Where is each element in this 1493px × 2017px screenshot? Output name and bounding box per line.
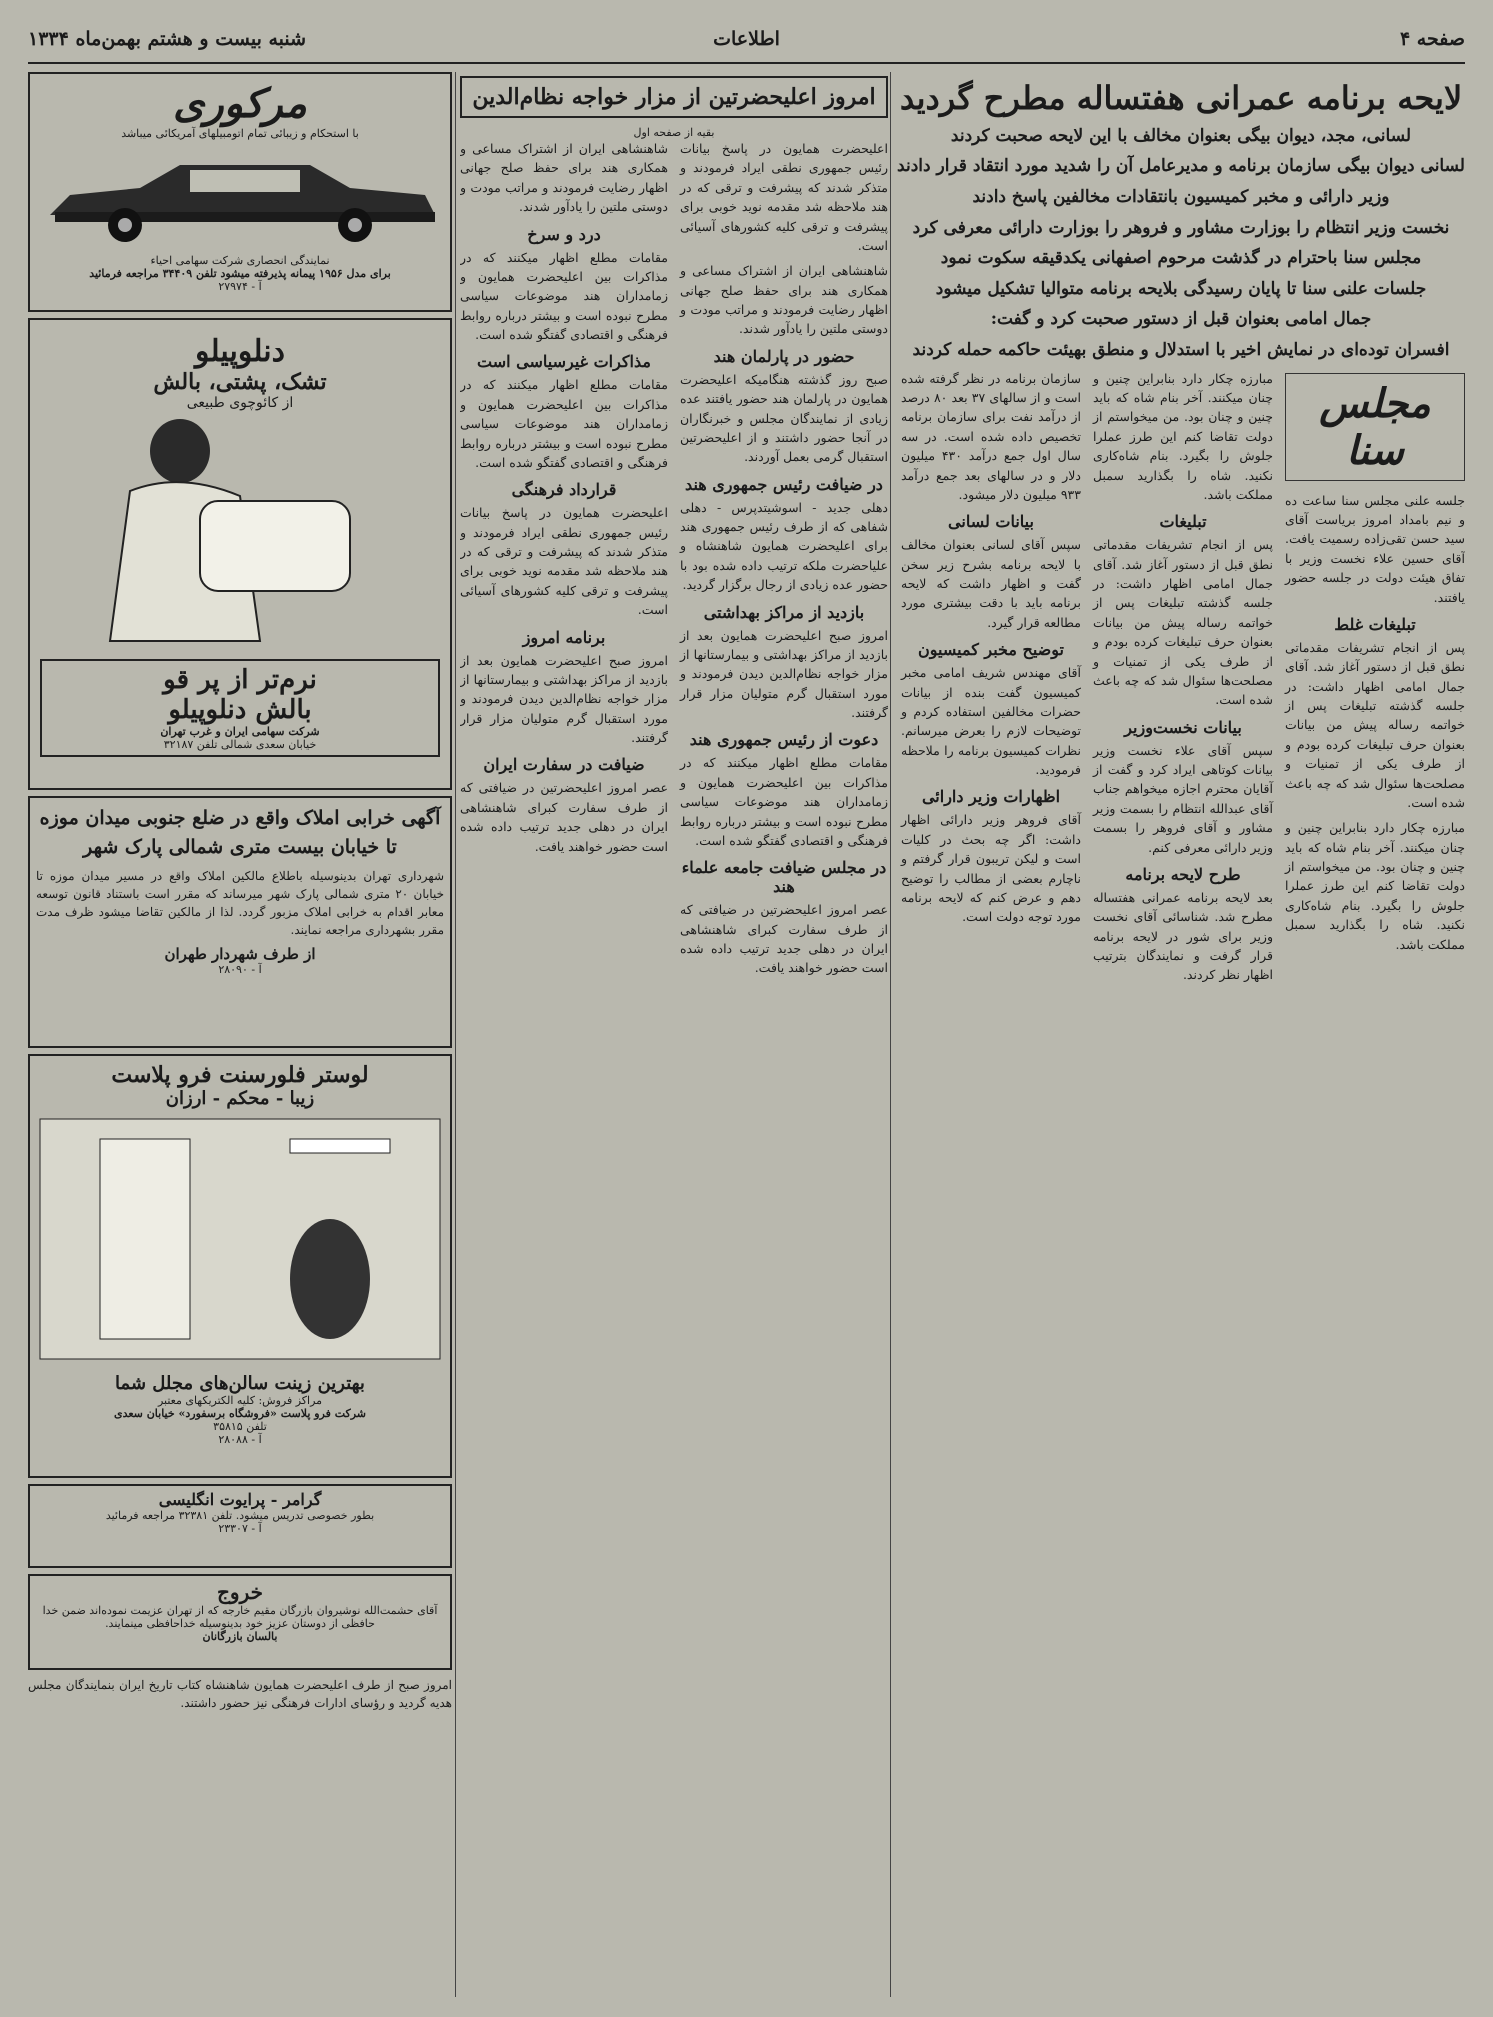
column-rule [455, 72, 456, 1997]
luster-sub: زیبا - محکم - ارزان [165, 1088, 315, 1109]
notice-signature: از طرف شهردار طهران [164, 945, 316, 963]
subhead: برنامه امروز [522, 627, 606, 647]
subcolumn-1 [1285, 369, 1465, 991]
masthead [28, 22, 1465, 64]
mercury-note: برای مدل ۱۹۵۶ پیمانه پذیرفته میشود تلفن ۳۴۴۰۹ مراجعه فرمائید [89, 267, 391, 280]
subhead: ضیافت در سفارت ایران [483, 755, 645, 775]
continued-note: بقیه از صفحه اول [633, 126, 715, 139]
senate-article [897, 72, 1465, 1997]
municipal-notice [28, 796, 452, 1048]
deck-line: وزیر دارائی و مخبر کمیسیون بانتقادات مخالفین پاسخ دادند [972, 186, 1390, 207]
deck-line: مجلس سنا باحترام در گذشت مرحوم اصفهانی یکدقیقه سکوت نمود [940, 248, 1422, 269]
notice-body: شهرداری تهران بدینوسیله باطلاع مالکین املاک واقع در مسیر میدان موزه تا خیابان ۲۰ متری شمالی پارک شهر میرساند که مقرر است باستناد قانون توسعه معابر اقدام به خرابی املاک مزبور گردد. لذا از مالکین تقاضا میشود ظرف مدت مقرر بشهرداری مراجعه نمایند. [36, 869, 445, 937]
paragraph: دهلی جدید - اسوشیتدپرس - دهلی شفاهی که از طرف رئیس جمهوری هند برای اعلیحضرت همایون شاهنشاه و علیاحضرت ملکه ترتیب داده شده بود با حضور عده زیادی از رجال برگزار گردید. [680, 499, 888, 593]
paragraph: پس از انجام تشریفات مقدماتی نطق قبل از دستور آغاز شد. آقای جمال امامی اظهار داشت: در جلسه گذشته تبلیغات پس از خواتمه رساله پیش من بیانات بعنوان حرف تبلیغات کرده بودم و از طرف یکی از تمنیات و مصلحت‌ها سئوال شد که چه باعث شده است. [1093, 537, 1273, 708]
paragraph: سپس آقای علاء نخست وزیر بیانات کوتاهی ایراد کرد و گفت از آقایان محترم اجازه میخواهم جناب آقای عبدالله انتظام را بسمت وزیر مشاور و آقای فروهر را بسمت وزیر دارائی معرفی کنم. [1093, 742, 1273, 855]
paragraph: آقای فروهر وزیر دارائی اظهار داشت: اگر چه بحث در کلیات است و لیکن تریبون قرار گرفتم و ناچارم بعضی از مطالب را توضیح دهم و عرض کنم که لایحه برنامه مورد توجه دولت است. [901, 812, 1081, 925]
paper-name: اطلاعات [713, 28, 780, 50]
subhead: طرح لایحه برنامه [1125, 864, 1241, 884]
paragraph: جلسه علنی مجلس سنا ساعت ده و نیم بامداد امروز بریاست آقای سید حسن تقی‌زاده رسمیت یافت. آقای حسین علاء نخست وزیر با تفاق هیئت دولت در جلسه حضور یافتند. [1285, 492, 1465, 605]
subhead: بیانات لسانی [948, 512, 1034, 532]
subhead: بیانات نخست‌وزیر [1124, 717, 1242, 737]
india-subcolumn-1 [680, 139, 888, 984]
exit-title: خروج [217, 1580, 263, 1604]
subhead: مذاکرات غیرسیاسی است [477, 352, 651, 372]
exit-body: آقای حشمت‌الله نوشیروان بازرگان مقیم خارجه که از تهران عزیمت نموده‌اند ضمن خدا حافظی از دوستان عزیز خود بدینوسیله خداحافظی مینمایند. [42, 1604, 438, 1630]
luster-company: شرکت فرو پلاست «فروشگاه برسفورد» خیابان سعدی [113, 1407, 367, 1420]
paragraph: شاهنشاهی ایران از اشتراک مساعی و همکاری هند برای حفظ صلح جهانی اظهار رضایت فرمودند و مراتب مودت و دوستی ملتین را یادآور شدند. [680, 263, 888, 337]
paragraph: امروز صبح اعلیحضرت همایون بعد از بازدید از مراکز بهداشتی و بیمارستانها از مزار خواجه نظام‌الدین دیدن فرمودند و مورد استقبال گرم متولیان مزار قرار گرفتند. [680, 627, 888, 720]
subhead: حضور در پارلمان هند [713, 346, 855, 366]
luster-ad [28, 1054, 452, 1478]
paragraph: مقامات مطلع اظهار میکنند که در مذاکرات بین اعلیحضرت همایون و زمامداران هند موضوعات سیاسی مطرح نبوده است و بیشتر درباره روابط فرهنگی و اقتصادی گفتگو شده است. [680, 755, 888, 848]
subhead: در مجلس ضیافت جامعه علماء هند [681, 858, 887, 897]
paragraph: آقای مهندس شریف امامی مخبر کمیسیون گفت بنده از بیانات حضرات مخالفین استفاده کردم و توضیحات لازم را بعرض میرسانم. نظرات کمیسیون برنامه را ملاحظه فرمودید. [901, 665, 1081, 778]
grammar-body: بطور خصوصی تدریس میشود. تلفن ۳۲۳۸۱ مراجعه فرمائید [105, 1509, 375, 1522]
car-illustration [30, 140, 450, 250]
deck-line: لسانی، مجد، دیوان بیگی بعنوان مخالف با این لایحه صحبت کردند [950, 125, 1412, 146]
subhead: درد و سرخ [527, 224, 601, 244]
paragraph: اعلیحضرت همایون در پاسخ بیانات رئیس جمهوری نطقی ایراد فرمودند و متذکر شدند که پیشرفت و ترقی که در هند ملاحظه شد مقدمه نوید خوبی برای پیشرفت و ترقی کلیه کشورهای آسیائی است. [680, 141, 888, 253]
luster-dealer: مراکز فروش: کلیه الکتریکهای معتبر [157, 1394, 323, 1407]
paragraph: صبح روز گذشته هنگامیکه اعلیحضرت همایون در پارلمان هند حضور یافتند عده زیادی از نمایندگان مجلس و خبرنگاران در آنجا حضور داشتند و از اعلیحضرتین استقبال گرمی بعمل آوردند. [680, 371, 888, 465]
dunlop-natural: از کائوچوی طبیعی [186, 395, 294, 411]
paragraph: سپس آقای لسانی بعنوان مخالف با لایحه برنامه بشرح زیر سخن گفت و اظهار داشت که لایحه برنامه باید با دقت بیشتری مورد مطالعه قرار گیرد. [901, 537, 1081, 630]
mercury-code: آ - ۲۷۹۷۴ [218, 280, 262, 293]
deck-line: لسانی دیوان بیگی سازمان برنامه و مدیرعامل آن‌ را شدید مورد انتقاد قرار دادند [897, 156, 1465, 177]
dunlop-products: تشک، پشتی، بالش [153, 369, 327, 395]
mercury-title: مرکوری [173, 80, 307, 127]
india-visit-article [460, 72, 888, 1997]
dunlop-company: شرکت سهامی ایران و غرب تهران [160, 725, 320, 738]
dunlop-slogan-2: بالش دنلوپیلو [168, 695, 312, 725]
india-subcolumn-2 [460, 139, 668, 984]
dunlop-slogan-box [40, 659, 440, 757]
notice-title: آگهی خرابی املاک واقع در ضلع جنوبی میدان موزه تا خیابان بیست متری شمالی پارک شهر [39, 807, 441, 858]
majles-senna-logo: مجلس سنا [1285, 373, 1465, 481]
luster-illustration [30, 1109, 450, 1369]
column-rule [890, 72, 891, 1997]
exit-signature: بالسان بازرگانان [202, 1630, 278, 1643]
paragraph: مبارزه چکار دارد بنابراین چنین و چنان میکنند. آخر بنام شاه که باید چنین و چنان بود. من میخواستم از دولت تقاضا کنم این طرز عملرا جلوش را بگیرد. بنام شاه‌کاری نکنید. شاه را بگذارید سمبل مملکت باشد. [1093, 370, 1273, 502]
grammar-code: آ - ۲۳۳۰۷ [218, 1522, 262, 1535]
main-headline: لایحه برنامه عمرانی هفتساله مطرح گردید [899, 79, 1463, 117]
deck-line: نخست وزیر انتظام را بوزارت مشاور و فروهر را بوزارت دارائی معرفی کرد [912, 217, 1450, 238]
deck-line: جمال امامی بعنوان قبل از دستور صحبت کرد و گفت: [990, 309, 1372, 330]
dunlop-slogan: نرم‌تر از پر قو [163, 665, 317, 695]
paragraph: عصر امروز اعلیحضرتین در ضیافتی که از طرف سفارت کبرای شاهنشاهی ایران در دهلی جدید ترتیب داده شده است حضور خواهند یافت. [460, 780, 668, 854]
paragraph: مبارزه چکار دارد بنابراین چنین و چنان میکنند. آخر بنام شاه که باید چنین و چنان بود. من میخواستم از دولت تقاضا کنم این طرز عملرا جلوش را بگیرد. بنام شاه‌کاری نکنید. شاه را بگذارید سمبل مملکت باشد. [1285, 820, 1465, 952]
india-headline-box [460, 76, 888, 118]
page-number: صفحه ۴ [1399, 28, 1465, 50]
mercury-tagline: با استحکام و زیبائی تمام اتومبیلهای آمریکائی میباشد [121, 127, 359, 140]
subhead: تبلیغات غلط [1334, 614, 1416, 634]
dunlop-address: خیابان سعدی شمالی تلفن ۳۲۱۸۷ [163, 738, 317, 751]
dunlop-title: دنلوپیلو [195, 334, 285, 369]
ads-column [28, 72, 452, 1997]
subcolumn-3 [901, 369, 1081, 991]
luster-tagline: بهترین زینت سالن‌های مجلل شما [115, 1373, 365, 1394]
subcolumn-2 [1093, 369, 1273, 991]
dunlopillo-ad [28, 318, 452, 790]
paragraph: شاهنشاهی ایران از اشتراک مساعی و همکاری هند برای حفظ صلح جهانی اظهار رضایت فرمودند و مراتب مودت و دوستی ملتین را یادآور شدند. [460, 141, 668, 215]
luster-code: آ - ۲۸۰۸۸ [218, 1433, 262, 1446]
subhead: قرارداد فرهنگی [511, 480, 617, 500]
paragraph: عصر امروز اعلیحضرتین در ضیافتی که از طرف سفارت کبرای شاهنشاهی ایران در دهلی جدید ترتیب داده شده است حضور خواهند یافت. [680, 902, 888, 976]
grammar-ad [28, 1484, 452, 1568]
mercury-dealer: نمایندگی انحصاری شرکت سهامی احیاء [150, 254, 330, 267]
subhead: اظهارات وزیر دارائی [921, 787, 1061, 807]
subhead: در ضیافت رئیس جمهوری هند [685, 474, 883, 494]
paragraph: سازمان برنامه در نظر گرفته شده است و از سالهای ۳۷ بعد ۸۰ درصد از درآمد نفت برای سازمان برنامه تخصیص داده شده است. در سه سال اول جمع درآمد ۴۳۰ میلیون دلار و در سالهای بعد جمع درآمد ۹۳۳ میلیون دلار میشود. [901, 370, 1081, 502]
subhead: توضیح مخبر کمیسیون [918, 640, 1064, 660]
deck-line: جلسات علنی سنا تا پایان رسیدگی بلایحه برنامه متوالیا تشکیل میشود [935, 278, 1427, 299]
exit-notice [28, 1574, 452, 1670]
india-headline: امروز اعلیحضرتین از مزار خواجه نظام‌الدین [472, 84, 876, 110]
subhead: تبلیغات [1159, 512, 1207, 532]
deck-line: افسران توده‌ای در نمایش اخیر با استدلال و منطق بهیئت حاکمه حمله کردند [912, 340, 1450, 361]
subhead: دعوت از رئیس جمهوری هند [689, 730, 879, 750]
headline-deck [897, 124, 1465, 363]
luster-phone: تلفن ۳۵۸۱۵ [213, 1420, 267, 1433]
paragraph: مقامات مطلع اظهار میکنند که در مذاکرات بین اعلیحضرت همایون و زمامداران هند موضوعات سیاسی مطرح نبوده است و بیشتر درباره روابط فرهنگی و اقتصادی گفتگو شده است. [460, 377, 668, 470]
paragraph: امروز صبح اعلیحضرت همایون بعد از بازدید از مراکز بهداشتی و بیمارستانها از مزار خواجه نظام‌الدین دیدن فرمودند و مورد استقبال گرم متولیان مزار قرار گرفتند. [460, 652, 668, 745]
luster-title: لوستر فلورسنت فرو پلاست [111, 1062, 369, 1088]
bottom-news-item: امروز صبح از طرف اعلیحضرت همایون شاهنشاه کتاب تاریخ ایران بنمایندگان مجلس هدیه گردید و رؤسای ادارات فرهنگی نیز حضور داشتند. [28, 1678, 452, 1710]
mercury-ad [28, 72, 452, 312]
paragraph: مقامات مطلع اظهار میکنند که در مذاکرات بین اعلیحضرت همایون و زمامداران هند موضوعات سیاسی مطرح نبوده است و بیشتر درباره روابط فرهنگی و اقتصادی گفتگو شده است. [460, 249, 668, 342]
woman-with-pillow-illustration [30, 411, 450, 651]
paragraph: پس از انجام تشریفات مقدماتی نطق قبل از دستور آغاز شد. آقای جمال امامی اظهار داشت: در جلسه گذشته تبلیغات پس از خواتمه رساله پیش من بیانات بعنوان حرف تبلیغات کرده بودم و از طرف یکی از تمنیات و مصلحت‌ها سئوال شد که چه باعث شده است. [1285, 639, 1465, 810]
paragraph: اعلیحضرت همایون در پاسخ بیانات رئیس جمهوری نطقی ایراد فرمودند و متذکر شدند که پیشرفت و ترقی که در هند ملاحظه شد مقدمه نوید خوبی برای پیشرفت و ترقی کلیه کشورهای آسیائی است. [460, 505, 668, 618]
grammar-title: گرامر - پرایوت انگلیسی [158, 1490, 322, 1509]
notice-code: آ - ۲۸۰۹۰ [218, 963, 262, 976]
paragraph: بعد لایحه برنامه عمرانی هفتساله مطرح شد. شناسائی آقای نخست وزیر برای شور در لایحه برنامه قرار گرفت و نمایندگان بترتیب اظهار نظر کردند. [1093, 889, 1273, 983]
subhead: بازدید از مراکز بهداشتی [703, 602, 865, 622]
issue-date: شنبه بیست و هشتم بهمن‌ماه ۱۳۳۴ [28, 28, 307, 50]
